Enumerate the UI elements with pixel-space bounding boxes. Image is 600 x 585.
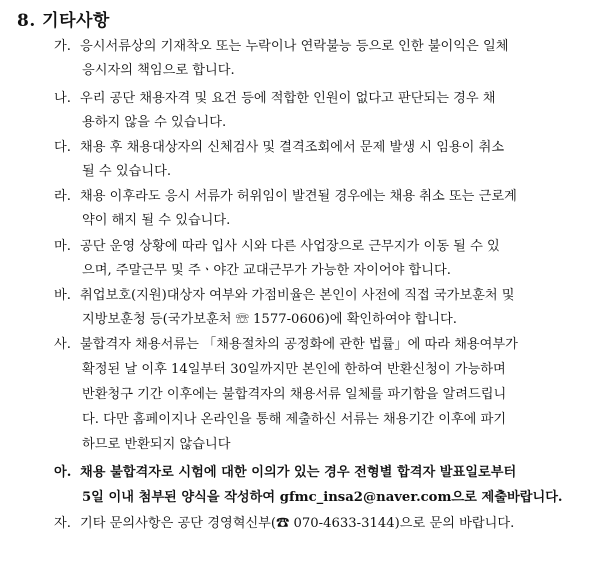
item-text-line: 응시자의 책임으로 합니다. xyxy=(82,63,235,78)
item-text-line: 응시서류상의 기재착오 또는 누락이나 연락불능 등으로 인한 불이익은 일체 xyxy=(80,39,509,54)
item-text-line: 채용 후 채용대상자의 신체검사 및 결격조회에서 문제 발생 시 임용이 취소 xyxy=(80,140,505,155)
item-text-line: 하므로 반환되지 않습니다 xyxy=(82,437,231,452)
item-text-line: 우리 공단 채용자격 및 요건 등에 적합한 인원이 없다고 판단되는 경우 채 xyxy=(80,91,496,106)
item-marker: 가. xyxy=(54,39,71,54)
item-text-line: 될 수 있습니다. xyxy=(82,164,172,179)
item-text-line: 5일 이내 첨부된 양식을 작성하여 gfmc_insa2@naver.com으로 제출바랍니다. xyxy=(82,490,563,505)
item-text-line: 취업보호(지원)대상자 여부와 가점비율은 본인이 사전에 직접 국가보훈처 및 xyxy=(80,288,515,303)
item-text-line: 약이 해지 될 수 있습니다. xyxy=(82,213,231,228)
item-text-line: 으며, 주말근무 및 주ㆍ야간 교대근무가 가능한 자이어야 합니다. xyxy=(82,263,451,278)
item-text-line: 기타 문의사항은 공단 경영혁신부(☎ 070-4633-3144)으로 문의 바랍니다. xyxy=(80,516,515,531)
item-text-line: 용하지 않을 수 있습니다. xyxy=(82,115,227,130)
item-text-line: 다. 다만 홈페이지나 온라인을 통해 제출하신 서류는 채용기간 이후에 파기 xyxy=(82,412,507,427)
item-text-line: 공단 운영 상황에 따라 입사 시와 다른 사업장으로 근무지가 이동 될 수 있 xyxy=(80,239,500,254)
item-marker: 다. xyxy=(54,140,71,155)
item-text-line: 반환청구 기간 이후에는 불합격자의 채용서류 일체를 파기함을 알려드립니 xyxy=(82,387,507,402)
item-marker: 나. xyxy=(54,91,71,106)
item-marker: 마. xyxy=(54,239,71,254)
item-marker: 라. xyxy=(54,189,71,204)
item-marker: 아. xyxy=(54,465,72,480)
item-marker: 자. xyxy=(54,516,71,531)
item-text-line: 채용 불합격자로 시험에 대한 이의가 있는 경우 전형별 합격자 발표일로부터 xyxy=(80,465,517,480)
item-marker: 사. xyxy=(54,337,71,352)
item-text-line: 지방보훈청 등(국가보훈처 ☏ 1577-0606)에 확인하여야 합니다. xyxy=(82,312,457,327)
item-text-line: 불합격자 채용서류는 「채용절차의 공정화에 관한 법률」에 따라 채용여부가 xyxy=(80,337,518,352)
item-text-line: 확정된 날 이후 14일부터 30일까지만 본인에 한하여 반환신청이 가능하며 xyxy=(82,362,506,377)
item-text-line: 채용 이후라도 응시 서류가 허위임이 발견될 경우에는 채용 취소 또는 근로계 xyxy=(80,189,517,204)
section-heading: 8. 기타사항 xyxy=(17,11,110,31)
item-marker: 바. xyxy=(54,288,71,303)
